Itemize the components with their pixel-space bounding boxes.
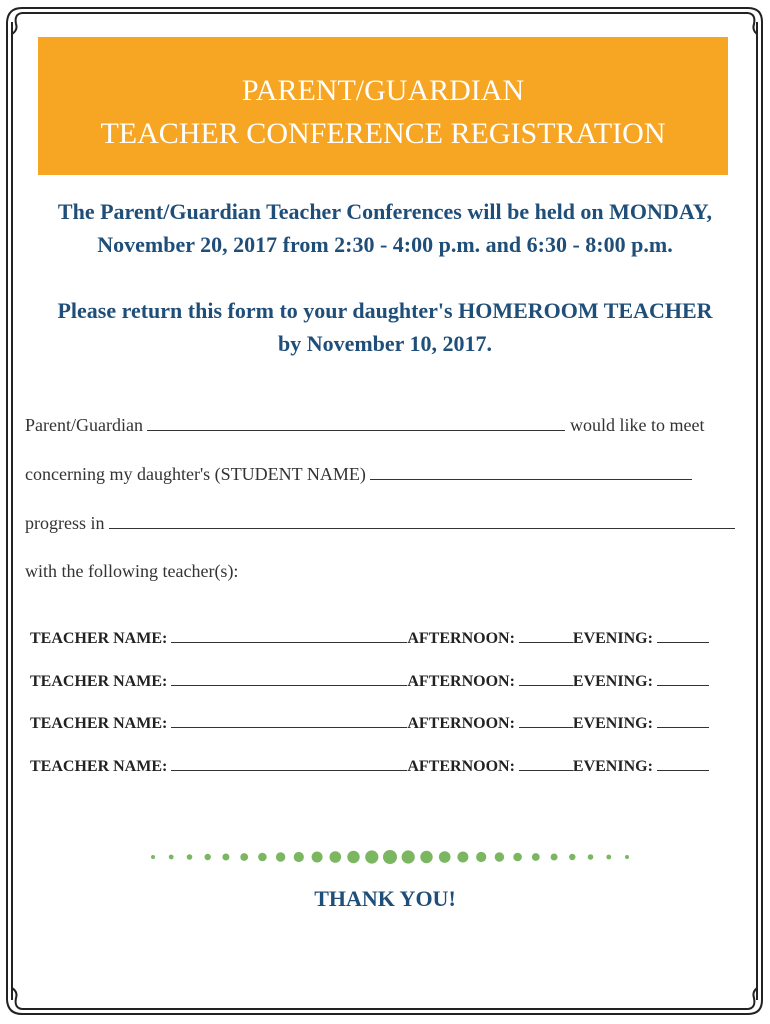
divider-dot	[551, 854, 558, 861]
teacher-name-label: TEACHER NAME:	[30, 758, 168, 775]
divider-dot	[383, 850, 397, 864]
teacher-row-3	[30, 712, 709, 734]
evening-label: EVENING:	[572, 758, 653, 775]
teacher-name-label: TEACHER NAME:	[30, 715, 168, 732]
conference-date-line-1: The Parent/Guardian Teacher Conferences will be held on MONDAY,	[57, 199, 713, 224]
parent-guardian-line	[25, 412, 704, 436]
teacher-name-label: TEACHER NAME:	[30, 630, 168, 647]
teacher-name-field[interactable]	[171, 712, 407, 728]
progress-line	[25, 510, 735, 534]
evening-label: EVENING:	[572, 673, 653, 690]
divider-dot	[294, 852, 304, 862]
teachers-intro-line	[25, 559, 238, 583]
parent-guardian-suffix: would like to meet	[569, 415, 705, 435]
conference-date-notice	[0, 195, 770, 261]
teacher-name-label: TEACHER NAME:	[30, 673, 168, 690]
progress-subject-field[interactable]	[109, 510, 735, 529]
return-form-line-2: by November 10, 2017.	[277, 331, 493, 356]
divider-dot	[205, 854, 211, 860]
afternoon-label: AFTERNOON:	[407, 715, 515, 732]
divider-dot	[347, 851, 359, 863]
divider-dot	[312, 852, 323, 863]
evening-field[interactable]	[657, 712, 709, 728]
afternoon-field[interactable]	[519, 755, 573, 771]
teachers-intro-label: with the following teacher(s):	[25, 561, 239, 581]
divider-dot	[365, 850, 378, 863]
student-name-field[interactable]	[370, 461, 692, 480]
page-title-line-1: PARENT/GUARDIAN	[241, 74, 525, 107]
afternoon-field[interactable]	[519, 670, 573, 686]
divider-dot	[402, 850, 415, 863]
dotted-divider	[140, 846, 640, 868]
divider-dot	[625, 855, 629, 859]
afternoon-field[interactable]	[519, 627, 573, 643]
teacher-row-1	[30, 627, 709, 649]
divider-dot	[476, 852, 486, 862]
student-name-label: concerning my daughter's (STUDENT NAME)	[25, 464, 366, 484]
teacher-row-2	[30, 670, 709, 692]
evening-field[interactable]	[657, 755, 709, 771]
divider-dot	[513, 853, 522, 862]
divider-dot	[222, 854, 229, 861]
divider-dot	[240, 853, 248, 861]
divider-dot	[495, 852, 504, 861]
divider-dot	[457, 852, 468, 863]
student-name-line	[25, 461, 692, 485]
return-form-line-1: Please return this form to your daughter's HOMEROOM TEACHER	[57, 298, 713, 323]
evening-field[interactable]	[657, 670, 709, 686]
divider-dot	[532, 853, 540, 861]
teacher-name-field[interactable]	[171, 755, 407, 771]
divider-dot	[276, 852, 285, 861]
divider-dot	[606, 855, 611, 860]
divider-dot	[439, 851, 451, 863]
divider-dot	[169, 855, 174, 860]
divider-dot	[588, 854, 594, 860]
header-banner	[38, 37, 728, 175]
conference-date-line-2: November 20, 2017 from 2:30 - 4:00 p.m. and 6:30 - 8:00 p.m.	[97, 232, 673, 257]
evening-label: EVENING:	[572, 715, 653, 732]
teacher-name-field[interactable]	[171, 670, 407, 686]
divider-dot	[187, 854, 193, 860]
divider-dot	[151, 855, 155, 859]
return-form-notice	[0, 294, 770, 360]
divider-dot	[330, 851, 342, 863]
divider-dot	[258, 853, 267, 862]
afternoon-label: AFTERNOON:	[407, 630, 515, 647]
teacher-row-4	[30, 755, 709, 777]
evening-field[interactable]	[657, 627, 709, 643]
afternoon-label: AFTERNOON:	[407, 758, 515, 775]
thank-you-text: THANK YOU!	[314, 886, 456, 911]
progress-label: progress in	[25, 513, 105, 533]
afternoon-label: AFTERNOON:	[407, 673, 515, 690]
parent-guardian-name-field[interactable]	[147, 412, 565, 431]
evening-label: EVENING:	[572, 630, 653, 647]
parent-guardian-label: Parent/Guardian	[25, 415, 143, 435]
teacher-name-field[interactable]	[171, 627, 407, 643]
divider-dot	[420, 851, 432, 863]
page-title-line-2: TEACHER CONFERENCE REGISTRATION	[100, 117, 666, 150]
afternoon-field[interactable]	[519, 712, 573, 728]
divider-dot	[569, 854, 575, 860]
